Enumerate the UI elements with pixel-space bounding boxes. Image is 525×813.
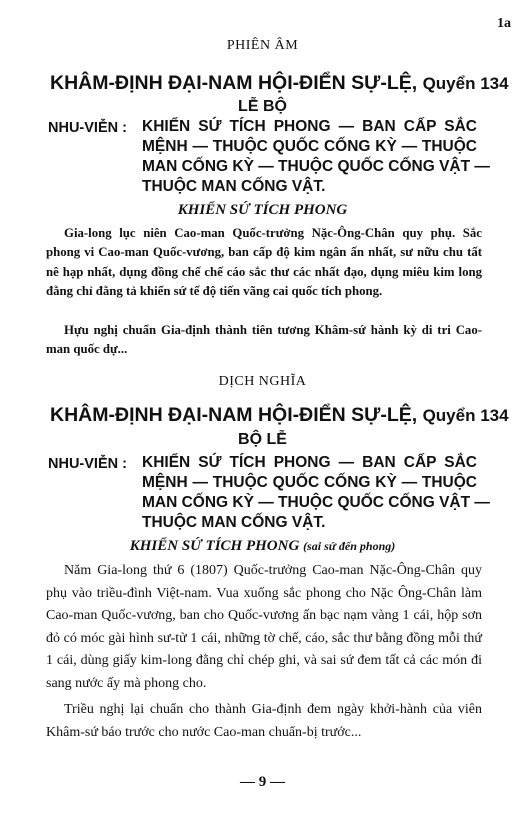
dich-nghia-italic-heading-text: KHIỂN SỨ TÍCH PHONG [129, 538, 300, 554]
phien-am-title-text: KHÂM-ĐỊNH ĐẠI-NAM HỘI-ĐIỂN SỰ-LỆ, [50, 72, 418, 94]
dich-nghia-subtitle: BỘ LỄ [238, 431, 287, 448]
dich-nghia-title-text: KHÂM-ĐỊNH ĐẠI-NAM HỘI-ĐIỂN SỰ-LỆ, [50, 404, 418, 426]
phien-am-subtitle: LỄ BỘ [238, 98, 287, 115]
dich-nghia-heading: DỊCH NGHĨA [218, 374, 307, 389]
phien-am-volume: Quyển 134 [422, 74, 509, 93]
dich-nghia-volume: Quyển 134 [422, 406, 509, 425]
dich-nghia-italic-note: (sai sứ đến phong) [303, 539, 396, 553]
phien-am-paragraph-1: Gia-long lục niên Cao-man Quốc-trưởng Nặc-Ông-Chân quy phụ. Sắc phong vi Cao-man Quốc-vương, ban cấp độ kim ngân ấn nhất, sư nữu chu tất nê hạp nhất, dụng đồng chế chế cáo sắc thư các nhất đạo, dụng miêu kim long đằng chỉ đằng tả khiển sứ tế độ tiến vãng cai quốc tích phong. [46, 226, 482, 299]
phien-am-nhu-vien-line: KHIỂN SỨ TÍCH PHONG — BAN CẤP SẮC [142, 118, 477, 135]
dich-nghia-nhu-vien-line: MỆNH — THUỘC QUỐC CỐNG KỲ — THUỘC [142, 474, 477, 491]
phien-am-nhu-vien-line: MỆNH — THUỘC QUỐC CỐNG KỲ — THUỘC [142, 138, 477, 155]
dich-nghia-paragraph-2: Triều nghị lại chuẩn cho thành Gia-định đem ngày khởi-hành của viên Khâm-sứ báo trước cho nước Cao-man chuẩn-bị trước... [46, 702, 482, 740]
phien-am-paragraph-2: Hựu nghị chuẩn Gia-định thành tiên tương Khâm-sứ hành kỳ di tri Cao-man quốc dự... [46, 323, 482, 357]
phien-am-heading: PHIÊN ÂM [226, 38, 299, 53]
phien-am-nhu-vien-line: THUỘC MAN CỐNG VẬT. [142, 178, 326, 195]
dich-nghia-nhu-vien-label: NHU-VIỄN : [48, 456, 127, 472]
dich-nghia-title [50, 404, 509, 427]
phien-am-nhu-vien-line: MAN CỐNG KỲ — THUỘC QUỐC CỐNG VẬT — [142, 158, 490, 175]
dich-nghia-nhu-vien-line: KHIỂN SỨ TÍCH PHONG — BAN CẤP SẮC [142, 454, 477, 471]
page-footer-number: — 9 — [240, 774, 285, 790]
dich-nghia-nhu-vien-line: MAN CỐNG KỲ — THUỘC QUỐC CỐNG VẬT — [142, 494, 490, 511]
dich-nghia-paragraph-1: Năm Gia-long thứ 6 (1807) Quốc-trưởng Cao-man Nặc-Ông-Chân quy phụ vào triều-đình Việt-nam. Vua xuống sắc phong cho Nặc Ông-Chân làm Cao-man Quốc-vương, ban cho Quốc-vương ấn bạc nạm vàng 1 cái, hộp sơn đỏ có móc gài hình sư-tử 1 cái, những tờ chế, cáo, sắc thư bằng đồng mỗi thứ 1 cái, dùng giấy kim-long đằng chỉ chép ghi, và sai sứ đem tất cả các món đi sang nước ấy mà phong cho. [46, 563, 482, 691]
phien-am-title [50, 72, 509, 95]
phien-am-italic-heading: KHIỂN SỨ TÍCH PHONG [177, 202, 348, 218]
phien-am-nhu-vien-label: NHU-VIỄN : [48, 120, 127, 136]
dich-nghia-italic-heading [0, 538, 525, 555]
dich-nghia-nhu-vien-line: THUỘC MAN CỐNG VẬT. [142, 514, 326, 531]
page-corner-number: 1a [497, 16, 511, 31]
